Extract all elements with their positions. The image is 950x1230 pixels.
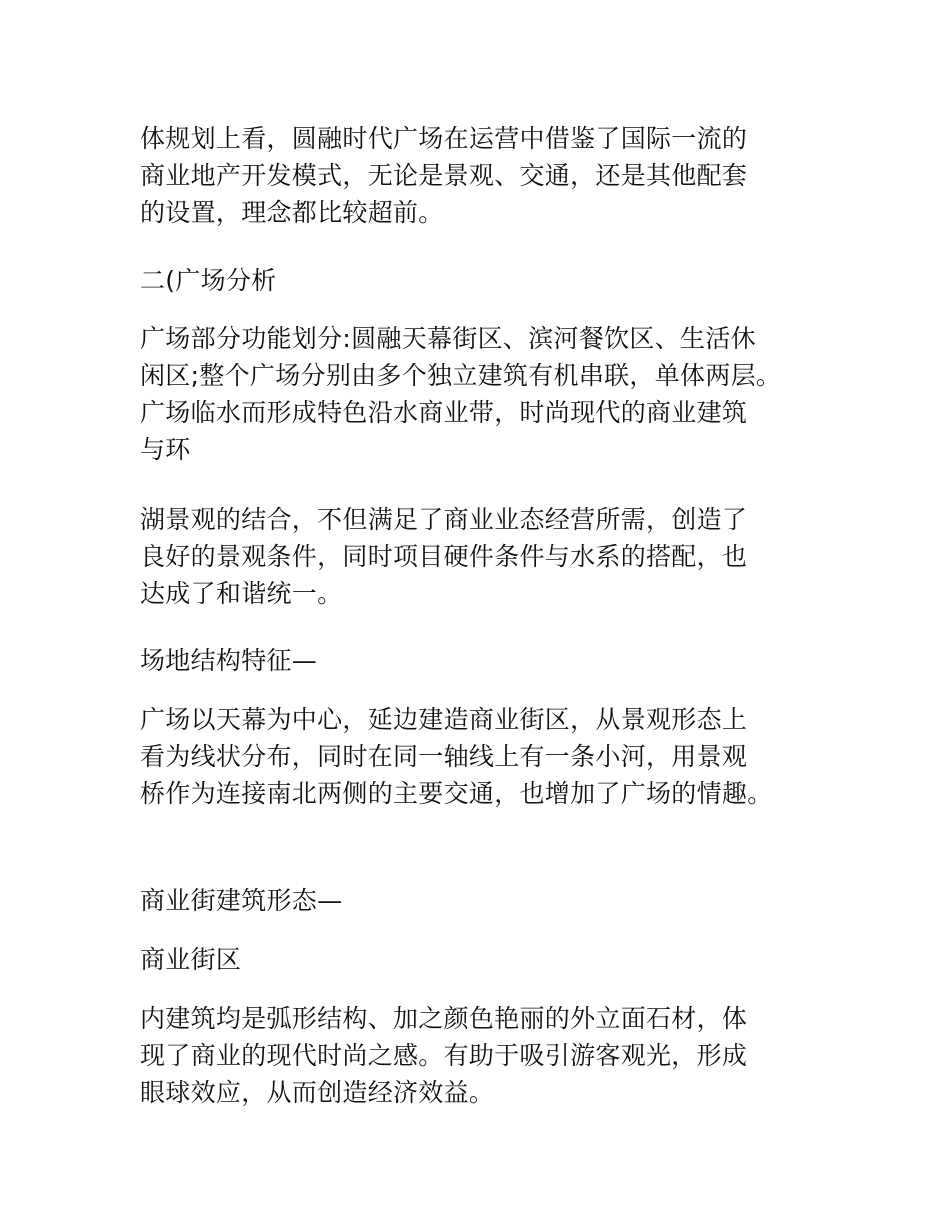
paragraph-planning-overview: 体规划上看，圆融时代广场在运营中借鉴了国际一流的 商业地产开发模式，无论是景观、交通，还是其他配套 的设置，理念都比较超前。 (140, 124, 748, 227)
section-heading-building-form: 商业街建筑形态— (140, 886, 343, 915)
section-heading-site-structure: 场地结构特征— (140, 646, 318, 675)
section-heading-commercial-block: 商业街区 (140, 945, 242, 974)
section-heading-plaza-analysis: 二(广场分析 (140, 266, 277, 295)
paragraph-site-layout: 广场以天幕为中心，延边建造商业街区，从景观形态上 看为线状分布，同时在同一轴线上有一条小河，用景观 桥作为连接南北两侧的主要交通，也增加了广场的情趣。 (140, 705, 773, 808)
paragraph-building-style: 内建筑均是弧形结构、加之颜色艳丽的外立面石材，体 现了商业的现代时尚之感。有助于吸引游客观光，形成 眼球效应，从而创造经济效益。 (140, 1004, 748, 1107)
paragraph-functional-zones: 广场部分功能划分:圆融天幕街区、滨河餐饮区、生活休 闲区;整个广场分别由多个独立建筑有机串联，单体两层。 广场临水而形成特色沿水商业带，时尚现代的商业建筑 与环 (140, 324, 782, 464)
paragraph-lake-landscape: 湖景观的结合，不但满足了商业业态经营所需，创造了 良好的景观条件，同时项目硬件条件与水系的搭配，也 达成了和谐统一。 (140, 505, 748, 608)
